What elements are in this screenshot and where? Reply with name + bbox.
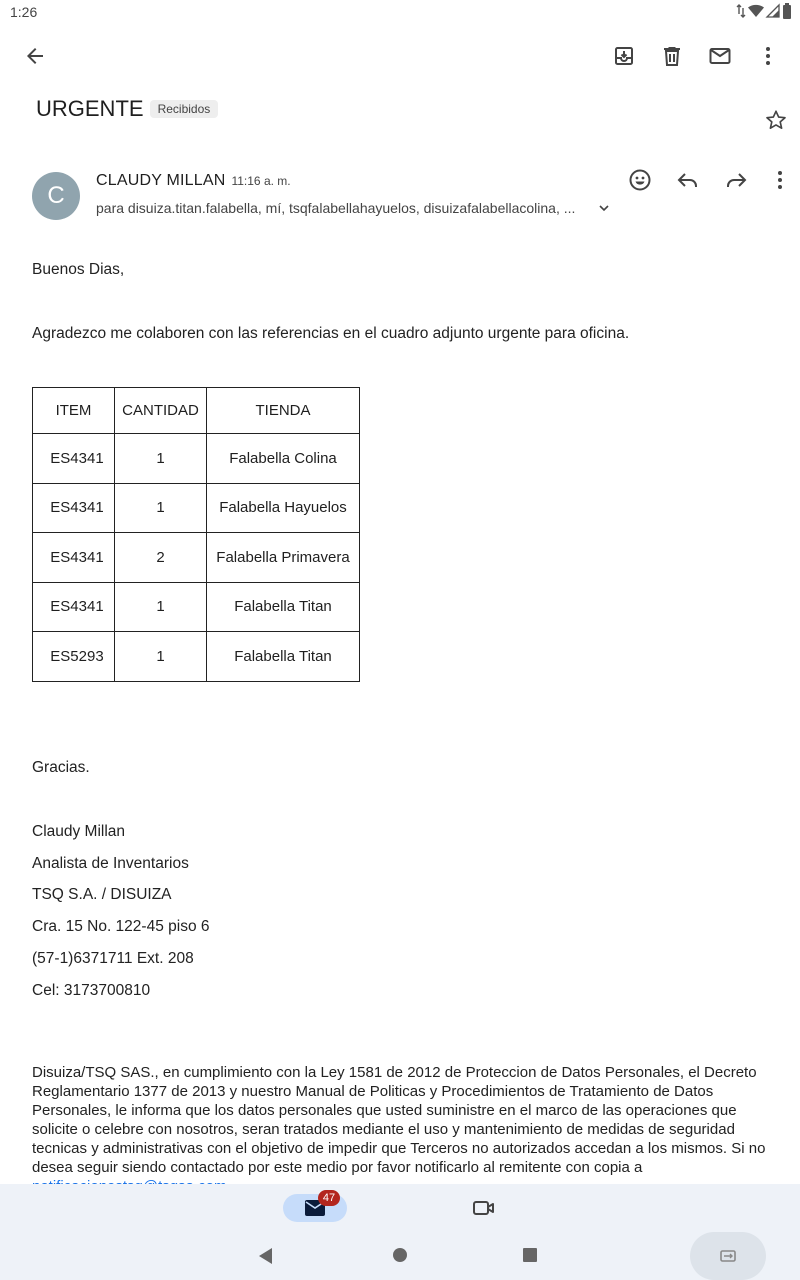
item-store: Falabella Titan: [207, 582, 360, 632]
emoji-icon: [628, 168, 652, 192]
item-code: ES5293: [33, 632, 115, 682]
system-recents-button[interactable]: [522, 1247, 538, 1268]
table-row: [33, 582, 360, 632]
table-row: [33, 483, 360, 533]
signature-company: TSQ S.A. / DISUIZA: [32, 886, 172, 903]
legal-text: Disuiza/TSQ SAS., en cumplimiento con la Ley 1581 de 2012 de Proteccion de Datos Personales, el Decreto Reglamentario 1377 de 2013 y nuestro Manual de Politicas y Procedimientos de Tratamiento de Datos Personales, le informa que los datos personales que usted suministre en el marco de las operaciones que solicite o celebre con nosotros, seran tratados mediante el uso y mantenimiento de medidas de seguridad tecnicas y administrativas con el objetivo de impedir que Terceros no autorizados accedan a los mismos. Si no desea seguir siendo contactado por este medio por favor notificarlo al remitente con copia a: [32, 1064, 766, 1176]
recipients-text: para disuiza.titan.falabella, mí, tsqfalabellahayuelos, disuizafalabellacolina, ...: [96, 200, 576, 216]
signal-icon: [766, 4, 780, 18]
signature-role: Analista de Inventarios: [32, 855, 189, 872]
tab-meet[interactable]: [470, 1196, 498, 1220]
battery-icon: [782, 3, 792, 19]
system-home-button[interactable]: [391, 1246, 409, 1269]
star-outline-icon: [765, 109, 787, 131]
wifi-icon: [748, 4, 764, 18]
signature-address: Cra. 15 No. 122-45 piso 6: [32, 918, 210, 935]
arrow-back-icon: [23, 44, 47, 68]
legal-disclaimer: [32, 1063, 772, 1183]
more-vert-icon: [756, 44, 780, 68]
inbox-label-chip[interactable]: Recibidos: [150, 100, 219, 118]
sender-line: [96, 172, 291, 190]
message-more-button[interactable]: [760, 160, 800, 200]
archive-button[interactable]: [604, 36, 644, 76]
header-item: ITEM: [33, 388, 115, 434]
items-table: [32, 387, 360, 682]
item-quantity: 2: [115, 533, 207, 583]
recipients-toggle[interactable]: [96, 200, 616, 216]
system-back-button[interactable]: [256, 1246, 276, 1271]
item-code: ES4341: [33, 483, 115, 533]
data-transfer-icon: [736, 4, 746, 18]
item-quantity: 1: [115, 582, 207, 632]
archive-icon: [612, 44, 636, 68]
sender-avatar[interactable]: C: [32, 172, 80, 220]
item-quantity: 1: [115, 632, 207, 682]
trash-icon: [660, 44, 684, 68]
rotate-icon: [719, 1248, 737, 1264]
table-header-row: [33, 388, 360, 434]
video-camera-icon: [472, 1198, 496, 1218]
signature-name: Claudy Millan: [32, 823, 126, 840]
app-bar: [0, 32, 800, 80]
back-button[interactable]: [15, 36, 55, 76]
header-tienda: TIENDA: [207, 388, 360, 434]
unread-count-badge: 47: [318, 1190, 340, 1206]
item-store: Falabella Titan: [207, 632, 360, 682]
circle-home-icon: [391, 1246, 409, 1264]
mark-unread-button[interactable]: [700, 36, 740, 76]
sender-name: CLAUDY MILLAN: [96, 172, 226, 189]
request-text: Agradezco me colaboren con las referencias en el cuadro adjunto urgente para oficina.: [32, 325, 630, 342]
signature-cell: Cel: 3173700810: [32, 982, 151, 999]
star-button[interactable]: [760, 104, 792, 136]
status-icons: [736, 3, 792, 19]
triangle-back-icon: [256, 1246, 276, 1266]
react-emoji-button[interactable]: [620, 160, 660, 200]
bottom-navigation: [0, 1184, 800, 1280]
status-time: 1:26: [10, 4, 38, 20]
square-recents-icon: [522, 1247, 538, 1263]
sent-time: 11:16 a. m.: [231, 174, 291, 188]
chevron-down-icon: [596, 200, 612, 216]
item-code: ES4341: [33, 533, 115, 583]
item-code: ES4341: [33, 434, 115, 484]
item-quantity: 1: [115, 434, 207, 484]
delete-button[interactable]: [652, 36, 692, 76]
mail-icon: [708, 44, 732, 68]
more-options-button[interactable]: [748, 36, 788, 76]
reply-icon: [676, 168, 700, 192]
reply-button[interactable]: [668, 160, 708, 200]
item-store: Falabella Colina: [207, 434, 360, 484]
item-store: Falabella Hayuelos: [207, 483, 360, 533]
greeting: Buenos Dias,: [32, 261, 125, 278]
table-row: [33, 434, 360, 484]
email-subject: URGENTE: [36, 96, 144, 121]
rotate-screen-button[interactable]: [690, 1232, 766, 1280]
header-cantidad: CANTIDAD: [115, 388, 207, 434]
item-quantity: 1: [115, 483, 207, 533]
status-bar: [0, 0, 800, 24]
table-row: [33, 632, 360, 682]
thanks-text: Gracias.: [32, 759, 90, 776]
signature-phone: (57-1)6371711 Ext. 208: [32, 950, 194, 967]
more-vert-icon: [768, 168, 792, 192]
item-store: Falabella Primavera: [207, 533, 360, 583]
subject-row: [36, 96, 218, 122]
table-row: [33, 533, 360, 583]
item-code: ES4341: [33, 582, 115, 632]
forward-icon: [724, 168, 748, 192]
forward-button[interactable]: [716, 160, 756, 200]
